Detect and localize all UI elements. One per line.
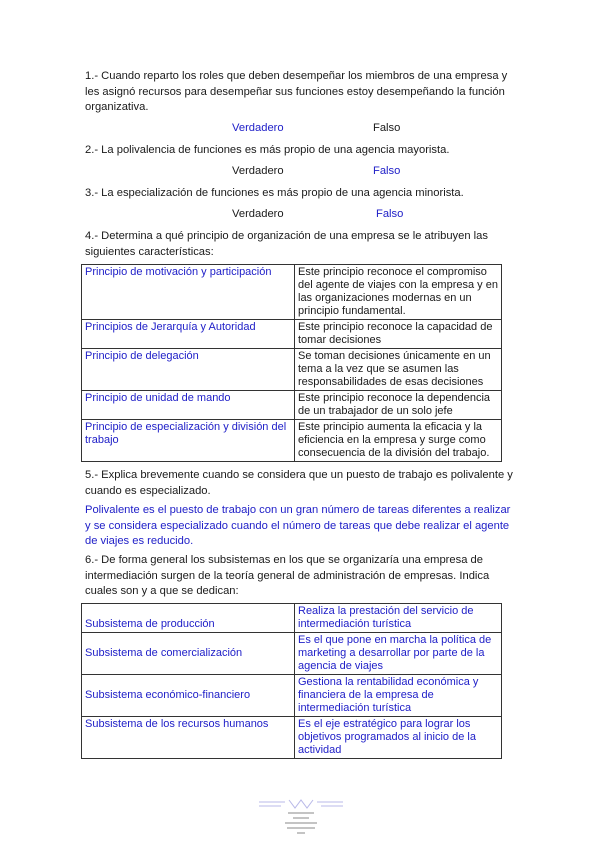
q3-true-option: Verdadero: [232, 208, 284, 220]
subsystem-cell: Subsistema de los recursos humanos: [82, 717, 295, 759]
description-cell: Este principio reconoce la dependencia de un trabajador de un solo jefe: [295, 391, 502, 420]
subsystem-cell: Subsistema de producción: [82, 604, 295, 633]
description-cell: Este principio aumenta la eficacia y la eficiencia en la empresa y surge como consecuencia de la división del trabajo.: [295, 420, 502, 462]
description-cell: Es el que pone en marcha la política de marketing a desarrollar por parte de la agencia de viajes: [295, 633, 502, 675]
table-row: [82, 675, 502, 717]
footer-logo-icon: [255, 796, 347, 836]
principle-cell: Principio de unidad de mando: [82, 391, 295, 420]
description-cell: Realiza la prestación del servicio de intermediación turística: [295, 604, 502, 633]
table-row: [82, 320, 502, 349]
description-cell: Es el eje estratégico para lograr los objetivos programados al inicio de la actividad: [295, 717, 502, 759]
question-5: 5.- Explica brevemente cuando se considera que un puesto de trabajo es polivalente y cuando es especializado.: [85, 469, 513, 497]
principles-table: [81, 264, 502, 462]
principle-cell: Principio de delegación: [82, 349, 295, 391]
table-row: [82, 265, 502, 320]
principle-cell: Principio de motivación y participación: [82, 265, 295, 320]
q3-false-option: Falso: [376, 208, 404, 220]
table-row: [82, 349, 502, 391]
principle-cell: Principio de especialización y división del trabajo: [82, 420, 295, 462]
table-row: [82, 604, 502, 633]
question-1: 1.- Cuando reparto los roles que deben desempeñar los miembros de una empresa y les asignó recursos para desempeñar sus funciones estoy desempeñando la función organizativa.: [85, 70, 508, 113]
question-4: 4.- Determina a qué principio de organización de una empresa se le atribuyen las siguientes características:: [85, 230, 488, 258]
description-cell: Este principio reconoce la capacidad de tomar decisiones: [295, 320, 502, 349]
subsystem-cell: Subsistema de comercialización: [82, 633, 295, 675]
description-cell: Este principio reconoce el compromiso del agente de viajes con la empresa y en las organizaciones modernas en un principio fundamental.: [295, 265, 502, 320]
question-3: 3.- La especialización de funciones es más propio de una agencia minorista.: [85, 187, 464, 199]
subsystem-cell: Subsistema económico-financiero: [82, 675, 295, 717]
principle-cell: Principios de Jerarquía y Autoridad: [82, 320, 295, 349]
table-row: [82, 420, 502, 462]
q2-true-option: Verdadero: [232, 165, 284, 177]
subsystems-table: [81, 603, 502, 759]
q1-false-option: Falso: [373, 122, 401, 134]
q2-false-option: Falso: [373, 165, 401, 177]
question-5-answer: Polivalente es el puesto de trabajo con un gran número de tareas diferentes a realizar y se considera especializado cuando el número de tareas que debe realizar el agente de viajes es reducido.: [85, 504, 511, 547]
q1-true-option: Verdadero: [232, 122, 284, 134]
table-row: [82, 391, 502, 420]
question-6: 6.- De forma general los subsistemas en los que se organizaría una empresa de intermediación surgen de la teoría general de administración de empresas. Indica cuales son y a que se dedican:: [85, 554, 490, 597]
description-cell: Se toman decisiones únicamente en un tema a la vez que se asumen las responsabilidades de esas decisiones: [295, 349, 502, 391]
question-2: 2.- La polivalencia de funciones es más propio de una agencia mayorista.: [85, 144, 450, 156]
table-row: [82, 633, 502, 675]
table-row: [82, 717, 502, 759]
description-cell: Gestiona la rentabilidad económica y financiera de la empresa de intermediación turística: [295, 675, 502, 717]
